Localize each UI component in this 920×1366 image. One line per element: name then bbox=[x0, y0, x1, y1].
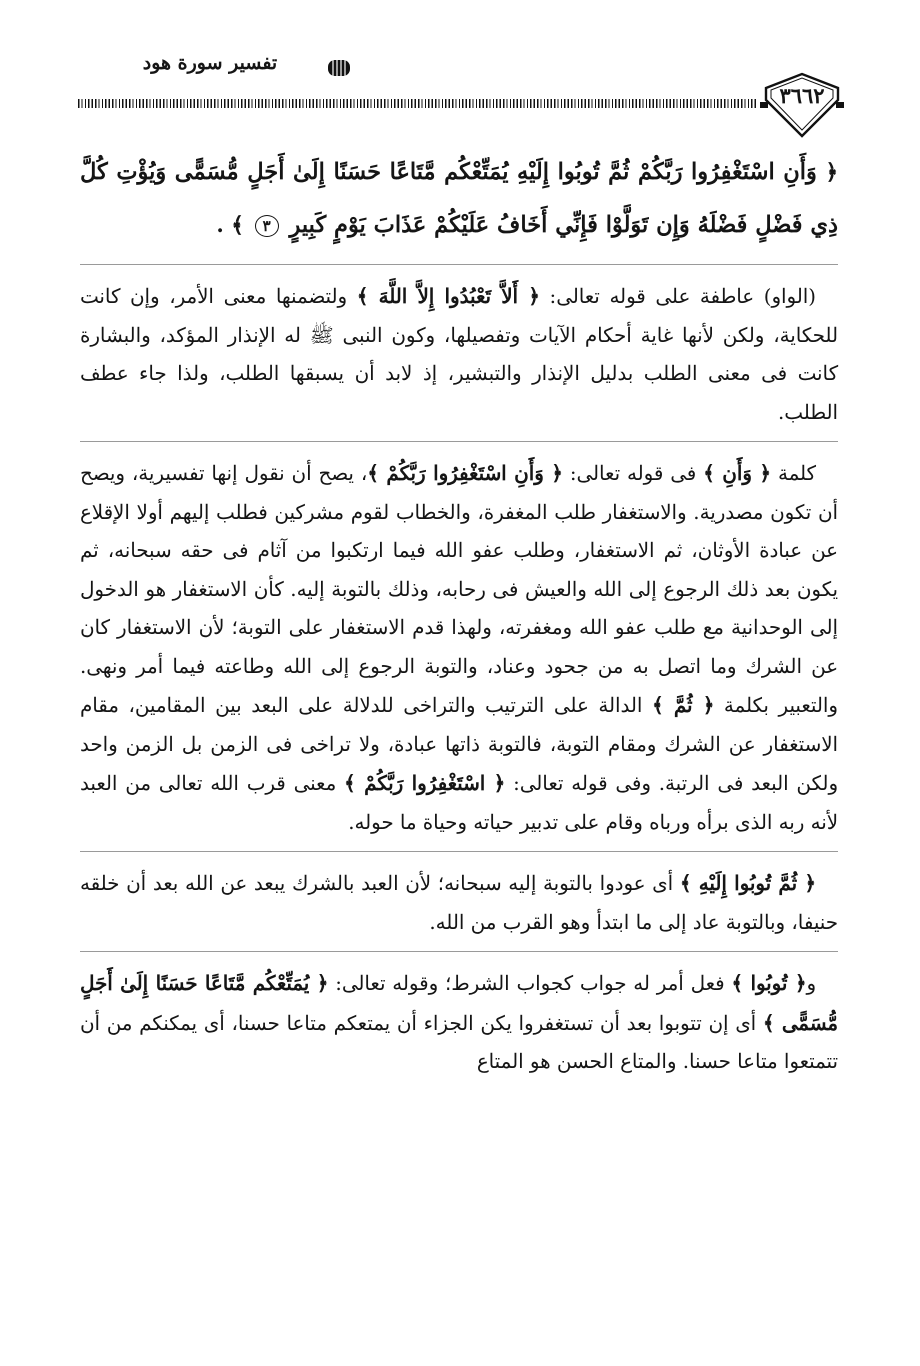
ayah-number: ٣ bbox=[255, 215, 279, 237]
header-ornament-icon bbox=[326, 57, 352, 79]
header-rule bbox=[78, 99, 758, 108]
p2-text-b: فى قوله تعالى: bbox=[562, 462, 704, 485]
section-divider bbox=[80, 264, 838, 265]
p2-quote-1: ﴿ وَأَنِ ﴾ bbox=[703, 461, 772, 485]
p2-text-d: الدالة على الترتيب والتراخى للدلالة على البعد بين المقامين، مقام الاستغفار عن الشرك ومقام التوبة، فالتوبة ذاتها عبادة، ولا تراخى فى الزمن بل الزمن واحد ولكن البعد فى الرتبة. وفى قوله تعالى: bbox=[80, 694, 838, 795]
p2-quote-4: ﴿ اسْتَغْفِرُوا رَبَّكُمْ ﴾ bbox=[344, 771, 506, 795]
paragraph-1 bbox=[80, 277, 838, 432]
section-divider bbox=[80, 951, 838, 952]
p2-text-c: ، يصح أن نقول إنها تفسيرية، ويصح أن تكون مصدرية. والاستغفار طلب المغفرة، والخطاب لقوم مشركين فطلب إليهم أولا الإقلاع عن عبادة الأوثان، ثم الاستغفار، وطلب عفو الله فيما ارتكبوا من آثام فى حقه سبحانه، ثم يكون بعد ذلك الرجوع إلى الله والعيش فى رحابه، وذلك بالتوبة إليه. كأن الاستغفار هو الدخول إلى الوحدانية مع طلب عفو الله ومغفرته، ولهذا قدم الاستغفار على التوبة؛ لأن الاستغفار كان عن الشرك وما اتصل به من جحود وعناد، والتوبة الرجوع إلى الله وطاعته فيما أمر ونهى. والتعبير بكلمة bbox=[80, 462, 838, 717]
p4-text-a: و bbox=[806, 972, 816, 995]
verse-open-bracket: ﴿ bbox=[825, 160, 838, 185]
p1-text-a: (الواو) عاطفة على قوله تعالى: bbox=[539, 285, 816, 308]
p2-quote-3: ﴿ ثُمَّ ﴾ bbox=[652, 693, 715, 717]
p2-text-e: معنى قرب الله تعالى من العبد لأنه ربه الذى برأه ورباه وقام على تدبير حياته وحياة ما حوله. bbox=[80, 772, 838, 834]
p2-quote-2: ﴿ وَأَنِ اسْتَغْفِرُوا رَبَّكُمْ ﴾ bbox=[367, 461, 563, 485]
paragraph-3 bbox=[80, 864, 838, 942]
page-content bbox=[80, 146, 838, 1091]
p4-text-b: فعل أمر له جواب كجواب الشرط؛ وقوله تعالى: bbox=[328, 972, 732, 995]
paragraph-4 bbox=[80, 964, 838, 1082]
p4-quote-2: ﴿ يُمَتِّعْكُم مَّتَاعًا حَسَنًا إِلَىٰ أَجَلٍ مُّسَمًّى ﴾ bbox=[80, 971, 838, 1035]
p4-text-c: أى إن تتوبوا بعد أن تستغفروا يكن الجزاء أن يمتعكم متاعا حسنا، أى يمكنكم من أن تتمتعوا متاعا حسنا. والمتاع الحسن هو المتاع bbox=[80, 1011, 838, 1073]
section-divider bbox=[80, 851, 838, 852]
running-header-title: تفسير سورة هود bbox=[142, 52, 278, 74]
verse-block bbox=[80, 146, 838, 252]
p4-quote-1: ﴿ تُوبُوا ﴾ bbox=[731, 971, 807, 995]
p3-quote-1: ﴿ ثُمَّ تُوبُوا إِلَيْهِ ﴾ bbox=[679, 871, 816, 895]
verse-text: وَأَنِ اسْتَغْفِرُوا رَبَّكُمْ ثُمَّ تُوبُوا إِلَيْهِ يُمَتِّعْكُم مَّتَاعًا حَسَنًا إِلَىٰ أَجَلٍ مُّسَمًّى وَيُؤْتِ كُلَّ ذِي فَضْلٍ فَضْلَهُ وَإِن تَوَلَّوْا فَإِنِّي أَخَافُ عَلَيْكُمْ عَذَابَ يَوْمٍ كَبِيرٍ bbox=[80, 159, 838, 238]
page-number: ٣٦٦٢ bbox=[779, 83, 825, 108]
p3-text-a: أى عودوا بالتوبة إليه سبحانه؛ لأن العبد بالشرك يبعد عن الله بعد أن خلقه حنيفا، وبالتوبة عاد إلى ما ابتدأ وهو القرب من الله. bbox=[80, 872, 838, 934]
paragraph-2 bbox=[80, 454, 838, 842]
section-divider bbox=[80, 441, 838, 442]
verse-close-bracket: ﴾ . bbox=[216, 213, 244, 238]
p1-quote-1: ﴿ أَلاَّ تَعْبُدُوا إِلاَّ اللَّهَ ﴾ bbox=[356, 284, 540, 308]
p2-text-a: كلمة bbox=[771, 462, 816, 485]
p1-text-b: ولتضمنها معنى الأمر، وإن كانت للحكاية، ولكن لأنها غاية أحكام الآيات وتفصيلها، وكون النبى ﷺ له الإنذار المؤكد، والبشارة كانت فى معنى الطلب بدليل الإنذار والتبشير، إذ لابد أن يسبقها الطلب، ولذا جاء عطف الطلب. bbox=[80, 285, 838, 424]
